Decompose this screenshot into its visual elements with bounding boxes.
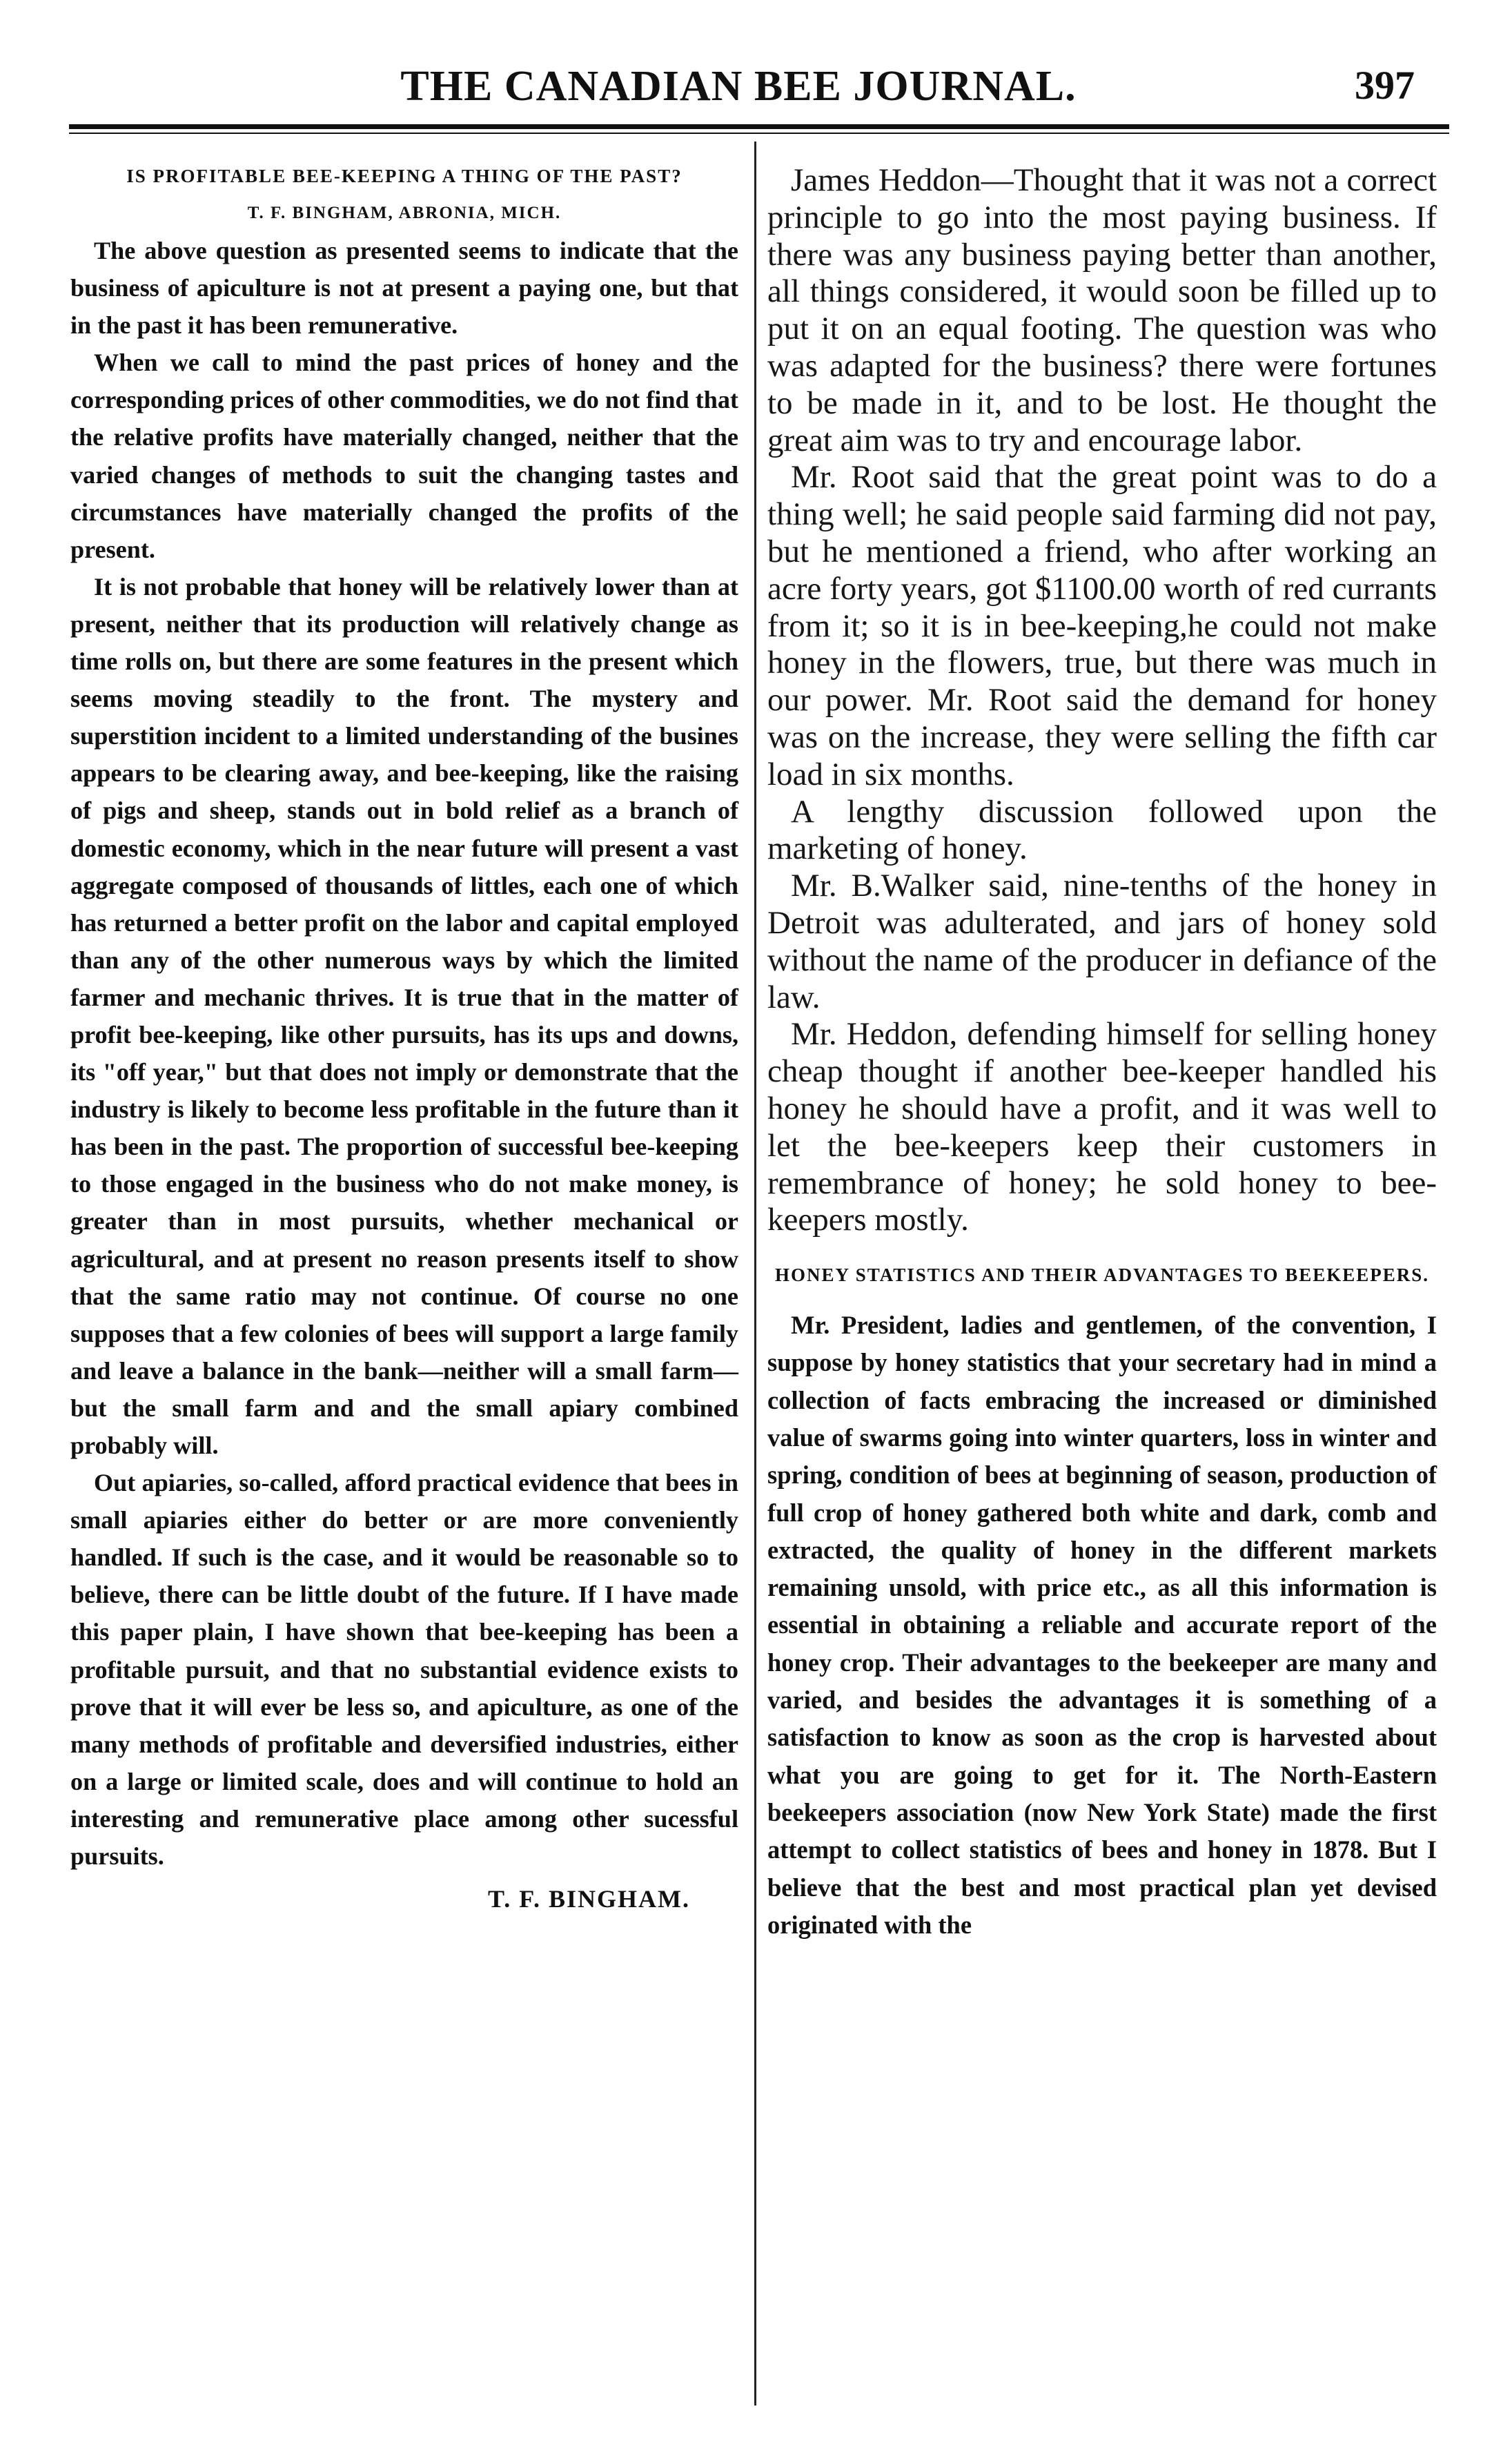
section-heading: HONEY STATISTICS AND THEIR ADVANTAGES TO BEEKEEPERS. — [774, 1265, 1430, 1286]
statistics-article — [767, 1307, 1437, 1944]
left-column — [70, 157, 738, 1918]
convention-minutes — [767, 162, 1437, 1239]
header-rule — [69, 124, 1449, 129]
minutes-paragraph: James Heddon—Thought that it was not a correct principle to go into the most paying business. If there was any business paying better than another, all things considered, it would soon be filled up to put it on an equal footing. The question was who was adapted for the business? there were fortunes to be made in it, and to be lost. He thought the great aim was to try and encourage labor. — [767, 162, 1437, 458]
page-number: 397 — [1355, 63, 1415, 108]
article-paragraph: Out apiaries, so-called, afford practical evidence that bees in small apiaries either do better or are more conveniently handled. If such is the case, and it would be reasonable so to believe, there can be little doubt of the future. If I have made this paper plain, I have shown that bee-keeping has been a profitable pursuit, and that no substantial evidence exists to prove that it will ever be less so, and apiculture, as one of the many methods of profitable and deversified industries, either on a large or limited scale, does and will continue to hold an interesting and remunerative place among other sucessful pursuits. — [70, 1469, 738, 1871]
minutes-paragraph: Mr. Heddon, defending himself for selling honey cheap thought if another bee-keeper handled his honey he should have a profit, and it was well to let the bee-keepers keep their customers in remembrance of honey; he sold honey to bee-keepers mostly. — [767, 1016, 1437, 1238]
minutes-paragraph: Mr. B.Walker said, nine-tenths of the honey in Detroit was adulterated, and jars of honey sold without the name of the producer in defiance of the law. — [767, 868, 1437, 1015]
author-signature: T. F. BINGHAM. — [487, 1885, 690, 1913]
article-heading: IS PROFITABLE BEE-KEEPING A THING OF THE PAST? — [126, 166, 683, 186]
journal-title: THE CANADIAN BEE JOURNAL. — [400, 63, 1077, 110]
statistics-paragraph: Mr. President, ladies and gentlemen, of the convention, I suppose by honey statistics that your secretary had in mind a collection of facts embracing the increased or diminished value of swarms going into winter quarters, loss in winter and spring, condition of bees at beginning of season, production of full crop of honey gathered both white and dark, comb and extracted, the quality of honey in the different markets remaining unsold, with price etc., as all this information is essential in obtaining a reliable and accurate report of the honey crop. Their advantages to the beekeeper are many and varied, and besides the advantages it is something of a satisfaction to know as soon as the crop is harvested about what you are going to get for it. The North-Eastern beekeepers association (now New York State) made the first attempt to collect statistics of bees and honey in 1878. But I believe that the best and most practical plan yet devised originated with the — [767, 1311, 1437, 1939]
minutes-paragraph: A lengthy discussion followed upon the marketing of honey. — [767, 793, 1437, 867]
article-paragraph: The above question as presented seems to indicate that the business of apiculture is not at present a paying one, but that in the past it has been remunerative. — [70, 237, 738, 340]
column-divider — [754, 142, 756, 2406]
article-paragraph: When we call to mind the past prices of honey and the corresponding prices of other commodities, we do not find that the relative profits have materially changed, neither that the varied changes of methods to suit the changing tastes and circumstances have materially changed the profits of the present. — [70, 349, 738, 563]
article-byline: T. F. BINGHAM, ABRONIA, MICH. — [247, 204, 562, 222]
header-rule-thin — [69, 133, 1449, 134]
right-column — [767, 162, 1437, 1944]
article-paragraph: It is not probable that honey will be relatively lower than at present, neither that its production will relatively change as time rolls on, but there are some features in the present which seems moving steadily to the front. The mystery and superstition incident to a limited understanding of the busines appears to be clearing away, and bee-keeping, like the raising of pigs and sheep, stands out in bold relief as a branch of domestic economy, which in the near future will present a vast aggregate composed of thousands of littles, each one of which has returned a better profit on the labor and capital employed than any of the other numerous ways by which the limited farmer and mechanic thrives. It is true that in the matter of profit bee-keeping, like other pursuits, has its ups and downs, its "off year," but that does not imply or demonstrate that the industry is likely to become less profitable in the future than it has been in the past. The proportion of successful bee-keeping to those engaged in the business who do not make money, is greater than in most pursuits, whether mechanical or agricultural, and at present no reason presents itself to show that the same ratio may not continue. Of course no one supposes that a few colonies of bees will support a large family and leave a balance in the bank—neither will a small farm—but the small farm and and the small apiary combined probably will. — [70, 572, 738, 1459]
minutes-paragraph: Mr. Root said that the great point was to do a thing well; he said people said farming did not pay, but he mentioned a friend, who after working an acre forty years, got $1100.00 worth of red currants from it; so it is in bee-keeping,he could not make honey in the flowers, true, but there was much in our power. Mr. Root said the demand for honey was on the increase, they were selling the fifth car load in six months. — [767, 459, 1437, 792]
